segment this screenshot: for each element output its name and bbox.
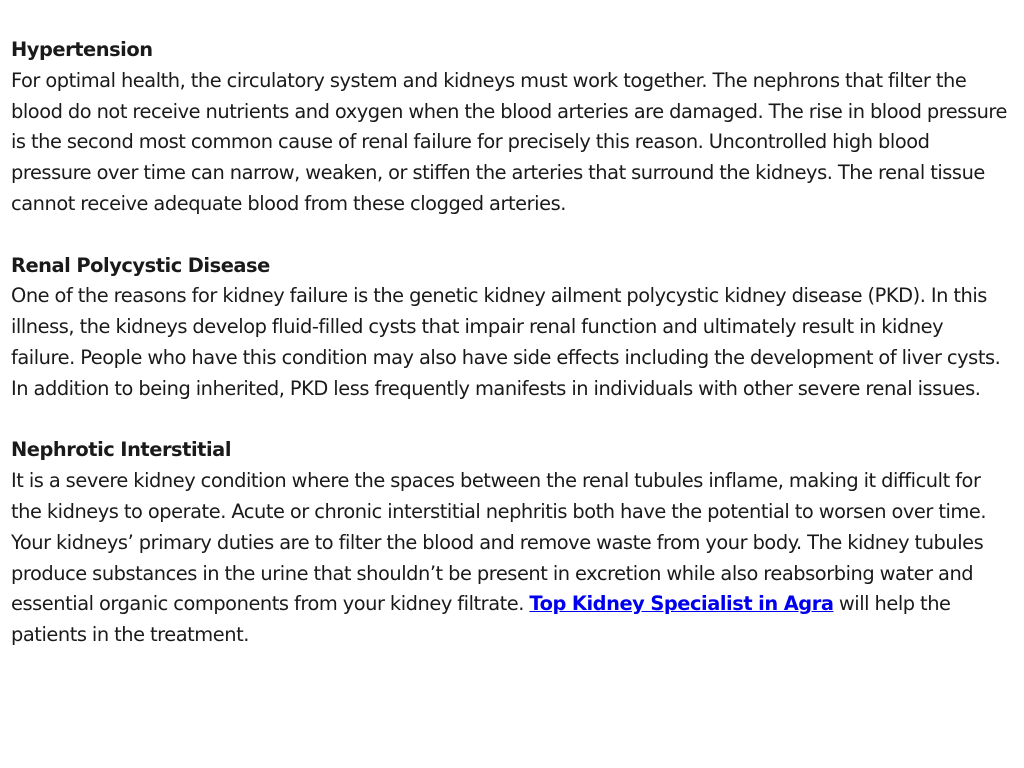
section-body: For optimal health, the circulatory system and kidneys must work together. The nephrons that filter the blood do not receive nutrients and oxygen when the blood arteries are damaged. The rise in blood pressure is the second most common cause of renal failure for precisely this reason. Uncontrolled high blood pressure over time can narrow, weaken, or stiffen the arteries that surround the kidneys. The renal tissue cannot receive adequate blood from these clogged arteries. [11, 68, 1007, 215]
document-page [11, 35, 1011, 682]
section-nephrotic-interstitial [11, 435, 1011, 651]
section-title: Nephrotic Interstitial [11, 438, 232, 462]
section-body: One of the reasons for kidney failure is the genetic kidney ailment polycystic kidney disease (PKD). In this illness, the kidneys develop fluid-filled cysts that impair renal function and ultimately result in kidney failure. People who have this condition may also have side effects including the development of liver cysts. In addition to being inherited, PKD less frequently manifests in individuals with other severe renal issues. [11, 284, 1001, 400]
section-body-text-end: will help the patients in the treatment. [11, 592, 951, 647]
section-title: Hypertension [11, 38, 153, 61]
section-body [11, 466, 1011, 651]
section-title: Renal Polycystic Disease [11, 253, 270, 277]
section-renal-polycystic-disease [11, 251, 1011, 405]
kidney-specialist-link[interactable]: Top Kidney Specialist in Agra [529, 592, 834, 616]
section-hypertension [11, 35, 1011, 220]
section-body-text: It is a severe kidney condition where the spaces between the renal tubules inflame, making it difficult for the kidneys to operate. Acute or chronic interstitial nephritis both have the potential to worsen over time. Your kidneys’ primary duties are to filter the blood and remove waste from your body. The kidney tubules produce substances in the urine that shouldn’t be present in excretion while also reabsorbing water and essential organic components from your kidney filtrate. [11, 469, 987, 616]
